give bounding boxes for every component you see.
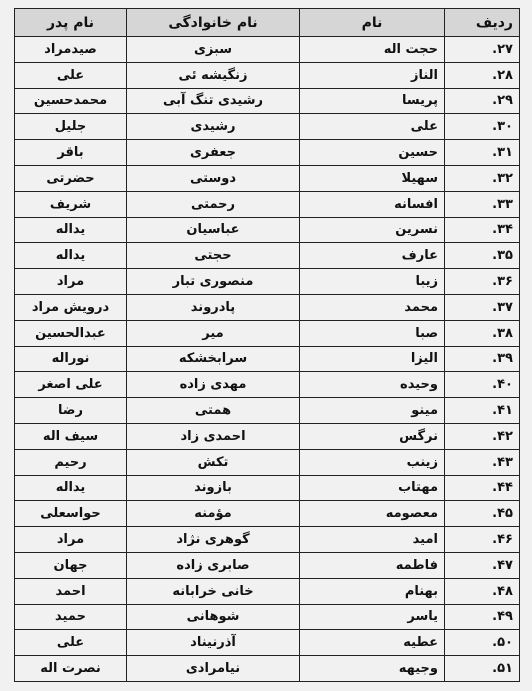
table-row (15, 372, 520, 398)
cell-father-name: نوراله (15, 346, 127, 372)
cell-father-name: علی اصغر (15, 372, 127, 398)
cell-last-name: شوهانی (127, 604, 300, 630)
cell-father-name: درویش مراد (15, 294, 127, 320)
cell-last-name: آذرنیناد (127, 630, 300, 656)
cell-last-name: سبزی (127, 37, 300, 63)
cell-first-name: وجیهه (300, 656, 445, 682)
cell-row-number: ۴۱. (445, 398, 520, 424)
table-row (15, 449, 520, 475)
cell-father-name: یداله (15, 475, 127, 501)
cell-first-name: مینو (300, 398, 445, 424)
cell-row-number: ۳۱. (445, 140, 520, 166)
cell-father-name: مراد (15, 527, 127, 553)
cell-row-number: ۴۸. (445, 578, 520, 604)
cell-last-name: پادروند (127, 294, 300, 320)
table-row (15, 37, 520, 63)
cell-row-number: ۳۶. (445, 269, 520, 295)
cell-row-number: ۲۷. (445, 37, 520, 63)
table-row (15, 114, 520, 140)
cell-last-name: عباسیان (127, 217, 300, 243)
cell-father-name: صیدمراد (15, 37, 127, 63)
cell-last-name: تکش (127, 449, 300, 475)
table-row (15, 294, 520, 320)
cell-first-name: امید (300, 527, 445, 553)
cell-first-name: علی (300, 114, 445, 140)
table-row (15, 191, 520, 217)
cell-first-name: زینب (300, 449, 445, 475)
table-row (15, 140, 520, 166)
cell-first-name: وحیده (300, 372, 445, 398)
cell-father-name: جهان (15, 552, 127, 578)
cell-row-number: ۳۹. (445, 346, 520, 372)
cell-father-name: عبدالحسین (15, 320, 127, 346)
cell-last-name: نیامرادی (127, 656, 300, 682)
cell-row-number: ۵۱. (445, 656, 520, 682)
table-row (15, 398, 520, 424)
cell-father-name: علی (15, 62, 127, 88)
cell-row-number: ۴۲. (445, 423, 520, 449)
cell-father-name: جلیل (15, 114, 127, 140)
cell-first-name: افسانه (300, 191, 445, 217)
cell-row-number: ۴۷. (445, 552, 520, 578)
table-row (15, 243, 520, 269)
cell-father-name: مراد (15, 269, 127, 295)
cell-last-name: جعفری (127, 140, 300, 166)
cell-last-name: احمدی زاد (127, 423, 300, 449)
cell-row-number: ۴۰. (445, 372, 520, 398)
cell-first-name: محمد (300, 294, 445, 320)
cell-row-number: ۳۸. (445, 320, 520, 346)
cell-row-number: ۳۲. (445, 165, 520, 191)
cell-first-name: معصومه (300, 501, 445, 527)
cell-last-name: زنگیشه ئی (127, 62, 300, 88)
table-header-row (15, 9, 520, 37)
cell-last-name: همتی (127, 398, 300, 424)
cell-first-name: نرگس (300, 423, 445, 449)
cell-row-number: ۳۷. (445, 294, 520, 320)
table-row (15, 269, 520, 295)
cell-row-number: ۴۳. (445, 449, 520, 475)
table-row (15, 62, 520, 88)
cell-first-name: مهتاب (300, 475, 445, 501)
table-body (15, 37, 520, 682)
cell-father-name: رضا (15, 398, 127, 424)
cell-father-name: حضرتی (15, 165, 127, 191)
cell-father-name: یداله (15, 243, 127, 269)
table-row (15, 552, 520, 578)
cell-father-name: سیف اله (15, 423, 127, 449)
cell-father-name: حواسعلی (15, 501, 127, 527)
cell-row-number: ۴۹. (445, 604, 520, 630)
cell-first-name: الیزا (300, 346, 445, 372)
cell-row-number: ۳۴. (445, 217, 520, 243)
table-row (15, 656, 520, 682)
cell-row-number: ۴۴. (445, 475, 520, 501)
cell-last-name: خانی خرابانه (127, 578, 300, 604)
cell-first-name: سهیلا (300, 165, 445, 191)
table-row (15, 320, 520, 346)
cell-last-name: دوستی (127, 165, 300, 191)
cell-first-name: عارف (300, 243, 445, 269)
cell-first-name: نسرین (300, 217, 445, 243)
table-row (15, 630, 520, 656)
cell-first-name: حجت اله (300, 37, 445, 63)
cell-first-name: الناز (300, 62, 445, 88)
header-father-name: نام پدر (15, 9, 127, 37)
cell-last-name: رحمتی (127, 191, 300, 217)
table-row (15, 346, 520, 372)
cell-father-name: رحیم (15, 449, 127, 475)
table-row (15, 475, 520, 501)
cell-row-number: ۲۹. (445, 88, 520, 114)
table-row (15, 423, 520, 449)
cell-first-name: زیبا (300, 269, 445, 295)
cell-last-name: منصوری تبار (127, 269, 300, 295)
table-row (15, 88, 520, 114)
cell-last-name: میر (127, 320, 300, 346)
cell-father-name: حمید (15, 604, 127, 630)
cell-row-number: ۲۸. (445, 62, 520, 88)
header-first-name: نام (300, 9, 445, 37)
table-row (15, 165, 520, 191)
cell-last-name: حجتی (127, 243, 300, 269)
cell-row-number: ۵۰. (445, 630, 520, 656)
cell-first-name: عطیه (300, 630, 445, 656)
cell-row-number: ۳۰. (445, 114, 520, 140)
cell-last-name: سرابخشکه (127, 346, 300, 372)
header-last-name: نام خانوادگی (127, 9, 300, 37)
cell-last-name: رشیدی تنگ آبی (127, 88, 300, 114)
cell-father-name: یداله (15, 217, 127, 243)
cell-last-name: مهدی زاده (127, 372, 300, 398)
cell-last-name: گوهری نژاد (127, 527, 300, 553)
names-table (14, 8, 520, 682)
cell-father-name: علی (15, 630, 127, 656)
cell-last-name: صابری زاده (127, 552, 300, 578)
cell-first-name: فاطمه (300, 552, 445, 578)
cell-last-name: بازوند (127, 475, 300, 501)
cell-father-name: باقر (15, 140, 127, 166)
cell-father-name: محمدحسین (15, 88, 127, 114)
cell-row-number: ۳۵. (445, 243, 520, 269)
cell-last-name: مؤمنه (127, 501, 300, 527)
cell-first-name: پریسا (300, 88, 445, 114)
cell-first-name: بهنام (300, 578, 445, 604)
header-row-number: ردیف (445, 9, 520, 37)
cell-father-name: احمد (15, 578, 127, 604)
cell-row-number: ۴۵. (445, 501, 520, 527)
cell-first-name: حسین (300, 140, 445, 166)
table-row (15, 217, 520, 243)
cell-last-name: رشیدی (127, 114, 300, 140)
cell-first-name: صبا (300, 320, 445, 346)
cell-row-number: ۳۳. (445, 191, 520, 217)
table-row (15, 527, 520, 553)
table-row (15, 501, 520, 527)
cell-first-name: یاسر (300, 604, 445, 630)
cell-father-name: نصرت اله (15, 656, 127, 682)
cell-father-name: شریف (15, 191, 127, 217)
cell-row-number: ۴۶. (445, 527, 520, 553)
table-row (15, 578, 520, 604)
table-row (15, 604, 520, 630)
